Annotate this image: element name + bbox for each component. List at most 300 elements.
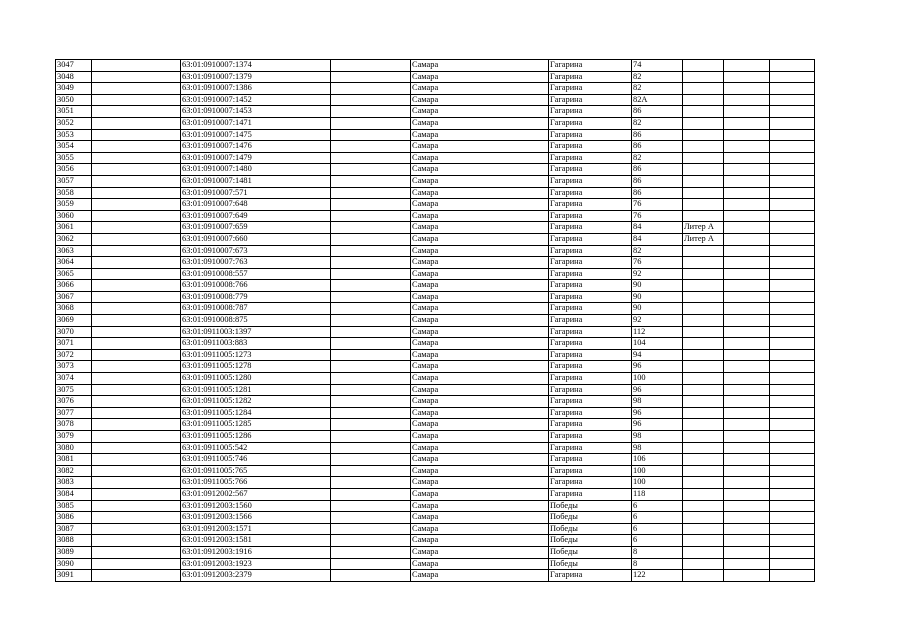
city-cell: Самара [411, 373, 549, 385]
cadastral-number-cell: 63:01:0912003:1923 [181, 558, 331, 570]
street-cell: Гагарина [549, 141, 632, 153]
table-row [56, 465, 815, 477]
table-row [56, 129, 815, 141]
empty-cell [724, 60, 770, 72]
table-body [56, 60, 815, 582]
city-cell: Самара [411, 326, 549, 338]
empty-cell [92, 268, 181, 280]
empty-cell [331, 210, 411, 222]
row-number-cell: 3059 [56, 199, 92, 211]
empty-cell [331, 396, 411, 408]
cadastral-number-cell: 63:01:0911005:1285 [181, 419, 331, 431]
street-cell: Победы [549, 546, 632, 558]
house-number-cell: 82 [632, 83, 683, 95]
empty-cell [331, 141, 411, 153]
empty-cell [724, 199, 770, 211]
empty-cell [724, 488, 770, 500]
table-row [56, 71, 815, 83]
empty-cell [331, 500, 411, 512]
table-row [56, 558, 815, 570]
cadastral-number-cell: 63:01:0912003:1581 [181, 535, 331, 547]
house-number-cell: 82 [632, 71, 683, 83]
empty-cell [724, 129, 770, 141]
cadastral-number-cell: 63:01:0912003:2379 [181, 570, 331, 582]
empty-cell [724, 210, 770, 222]
empty-cell [724, 117, 770, 129]
street-cell: Гагарина [549, 268, 632, 280]
city-cell: Самара [411, 60, 549, 72]
house-number-cell: 96 [632, 361, 683, 373]
empty-cell [770, 141, 815, 153]
empty-cell [724, 106, 770, 118]
house-number-cell: 96 [632, 419, 683, 431]
empty-cell [724, 384, 770, 396]
empty-cell [331, 303, 411, 315]
empty-cell [331, 71, 411, 83]
note-cell [683, 71, 724, 83]
table-row [56, 512, 815, 524]
street-cell: Гагарина [549, 315, 632, 327]
street-cell: Гагарина [549, 106, 632, 118]
city-cell: Самара [411, 546, 549, 558]
note-cell [683, 523, 724, 535]
row-number-cell: 3075 [56, 384, 92, 396]
empty-cell [92, 152, 181, 164]
city-cell: Самара [411, 291, 549, 303]
city-cell: Самара [411, 94, 549, 106]
cadastral-number-cell: 63:01:0911005:1282 [181, 396, 331, 408]
street-cell: Гагарина [549, 442, 632, 454]
house-number-cell: 106 [632, 454, 683, 466]
empty-cell [724, 431, 770, 443]
empty-cell [331, 361, 411, 373]
table-row [56, 210, 815, 222]
house-number-cell: 90 [632, 291, 683, 303]
empty-cell [770, 71, 815, 83]
row-number-cell: 3050 [56, 94, 92, 106]
table-row [56, 384, 815, 396]
table-row [56, 477, 815, 489]
cadastral-number-cell: 63:01:0912003:1571 [181, 523, 331, 535]
city-cell: Самара [411, 83, 549, 95]
street-cell: Гагарина [549, 291, 632, 303]
city-cell: Самара [411, 570, 549, 582]
row-number-cell: 3077 [56, 407, 92, 419]
empty-cell [92, 257, 181, 269]
cadastral-number-cell: 63:01:0910007:763 [181, 257, 331, 269]
empty-cell [724, 465, 770, 477]
table-row [56, 152, 815, 164]
empty-cell [770, 280, 815, 292]
row-number-cell: 3088 [56, 535, 92, 547]
house-number-cell: 86 [632, 187, 683, 199]
empty-cell [724, 94, 770, 106]
street-cell: Гагарина [549, 361, 632, 373]
empty-cell [92, 245, 181, 257]
cadastral-number-cell: 63:01:0911005:766 [181, 477, 331, 489]
table-row [56, 419, 815, 431]
cadastral-number-cell: 63:01:0910007:673 [181, 245, 331, 257]
city-cell: Самара [411, 117, 549, 129]
cadastral-number-cell: 63:01:0910007:1471 [181, 117, 331, 129]
row-number-cell: 3058 [56, 187, 92, 199]
empty-cell [92, 373, 181, 385]
empty-cell [724, 546, 770, 558]
house-number-cell: 82 [632, 245, 683, 257]
note-cell [683, 419, 724, 431]
house-number-cell: 98 [632, 396, 683, 408]
cadastral-number-cell: 63:01:0910007:571 [181, 187, 331, 199]
note-cell [683, 535, 724, 547]
note-cell [683, 245, 724, 257]
empty-cell [331, 442, 411, 454]
cadastral-number-cell: 63:01:0910007:1479 [181, 152, 331, 164]
empty-cell [92, 303, 181, 315]
city-cell: Самара [411, 500, 549, 512]
street-cell: Гагарина [549, 373, 632, 385]
house-number-cell: 96 [632, 384, 683, 396]
note-cell [683, 94, 724, 106]
empty-cell [770, 326, 815, 338]
empty-cell [770, 419, 815, 431]
empty-cell [770, 500, 815, 512]
note-cell [683, 129, 724, 141]
note-cell [683, 187, 724, 199]
empty-cell [724, 245, 770, 257]
empty-cell [770, 129, 815, 141]
row-number-cell: 3054 [56, 141, 92, 153]
house-number-cell: 90 [632, 280, 683, 292]
city-cell: Самара [411, 407, 549, 419]
empty-cell [92, 407, 181, 419]
empty-cell [770, 222, 815, 234]
empty-cell [92, 535, 181, 547]
house-number-cell: 98 [632, 431, 683, 443]
table-row [56, 222, 815, 234]
empty-cell [331, 384, 411, 396]
street-cell: Гагарина [549, 570, 632, 582]
empty-cell [724, 222, 770, 234]
row-number-cell: 3071 [56, 338, 92, 350]
empty-cell [92, 523, 181, 535]
cadastral-number-cell: 63:01:0910007:660 [181, 233, 331, 245]
city-cell: Самара [411, 512, 549, 524]
row-number-cell: 3047 [56, 60, 92, 72]
street-cell: Гагарина [549, 210, 632, 222]
empty-cell [770, 175, 815, 187]
note-cell [683, 175, 724, 187]
house-number-cell: 82 [632, 117, 683, 129]
empty-cell [770, 407, 815, 419]
empty-cell [770, 60, 815, 72]
street-cell: Гагарина [549, 396, 632, 408]
row-number-cell: 3076 [56, 396, 92, 408]
row-number-cell: 3068 [56, 303, 92, 315]
empty-cell [92, 164, 181, 176]
table-row [56, 546, 815, 558]
city-cell: Самара [411, 175, 549, 187]
empty-cell [770, 523, 815, 535]
table-row [56, 280, 815, 292]
empty-cell [331, 94, 411, 106]
street-cell: Гагарина [549, 465, 632, 477]
street-cell: Гагарина [549, 83, 632, 95]
street-cell: Гагарина [549, 233, 632, 245]
house-number-cell: 86 [632, 175, 683, 187]
empty-cell [331, 315, 411, 327]
empty-cell [331, 257, 411, 269]
note-cell [683, 477, 724, 489]
row-number-cell: 3063 [56, 245, 92, 257]
city-cell: Самара [411, 396, 549, 408]
empty-cell [770, 106, 815, 118]
note-cell [683, 152, 724, 164]
empty-cell [770, 454, 815, 466]
house-number-cell: 100 [632, 373, 683, 385]
empty-cell [92, 315, 181, 327]
note-cell [683, 349, 724, 361]
note-cell [683, 199, 724, 211]
empty-cell [770, 558, 815, 570]
note-cell [683, 546, 724, 558]
city-cell: Самара [411, 535, 549, 547]
empty-cell [92, 106, 181, 118]
table-row [56, 106, 815, 118]
row-number-cell: 3091 [56, 570, 92, 582]
house-number-cell: 86 [632, 141, 683, 153]
empty-cell [92, 419, 181, 431]
row-number-cell: 3085 [56, 500, 92, 512]
house-number-cell: 8 [632, 546, 683, 558]
city-cell: Самара [411, 268, 549, 280]
cadastral-number-cell: 63:01:0910007:1374 [181, 60, 331, 72]
note-cell [683, 338, 724, 350]
spreadsheet-page [55, 59, 815, 582]
note-cell [683, 106, 724, 118]
house-number-cell: 74 [632, 60, 683, 72]
note-cell: Литер А [683, 222, 724, 234]
row-number-cell: 3061 [56, 222, 92, 234]
street-cell: Гагарина [549, 384, 632, 396]
city-cell: Самара [411, 303, 549, 315]
note-cell [683, 488, 724, 500]
empty-cell [331, 419, 411, 431]
city-cell: Самара [411, 338, 549, 350]
cadastral-number-cell: 63:01:0912003:1566 [181, 512, 331, 524]
house-number-cell: 6 [632, 500, 683, 512]
empty-cell [331, 523, 411, 535]
row-number-cell: 3079 [56, 431, 92, 443]
note-cell [683, 373, 724, 385]
street-cell: Гагарина [549, 245, 632, 257]
city-cell: Самара [411, 465, 549, 477]
empty-cell [331, 222, 411, 234]
table-row [56, 164, 815, 176]
street-cell: Гагарина [549, 199, 632, 211]
table-row [56, 94, 815, 106]
note-cell [683, 384, 724, 396]
table-row [56, 373, 815, 385]
note-cell [683, 83, 724, 95]
house-number-cell: 96 [632, 407, 683, 419]
house-number-cell: 84 [632, 222, 683, 234]
empty-cell [724, 71, 770, 83]
street-cell: Гагарина [549, 338, 632, 350]
cadastral-number-cell: 63:01:0912003:1560 [181, 500, 331, 512]
table-row [56, 268, 815, 280]
row-number-cell: 3051 [56, 106, 92, 118]
house-number-cell: 8 [632, 558, 683, 570]
city-cell: Самара [411, 361, 549, 373]
house-number-cell: 82А [632, 94, 683, 106]
empty-cell [724, 419, 770, 431]
street-cell: Гагарина [549, 419, 632, 431]
cadastral-number-cell: 63:01:0910007:1386 [181, 83, 331, 95]
note-cell [683, 431, 724, 443]
note-cell [683, 60, 724, 72]
empty-cell [331, 106, 411, 118]
city-cell: Самара [411, 280, 549, 292]
house-number-cell: 100 [632, 465, 683, 477]
cadastral-number-cell: 63:01:0911005:746 [181, 454, 331, 466]
street-cell: Гагарина [549, 129, 632, 141]
house-number-cell: 122 [632, 570, 683, 582]
house-number-cell: 84 [632, 233, 683, 245]
street-cell: Гагарина [549, 187, 632, 199]
house-number-cell: 82 [632, 152, 683, 164]
table-row [56, 257, 815, 269]
house-number-cell: 6 [632, 512, 683, 524]
city-cell: Самара [411, 141, 549, 153]
city-cell: Самара [411, 210, 549, 222]
empty-cell [724, 512, 770, 524]
empty-cell [92, 431, 181, 443]
note-cell [683, 500, 724, 512]
empty-cell [724, 280, 770, 292]
empty-cell [92, 94, 181, 106]
house-number-cell: 112 [632, 326, 683, 338]
empty-cell [770, 257, 815, 269]
empty-cell [770, 199, 815, 211]
empty-cell [331, 164, 411, 176]
cadastral-number-cell: 63:01:0910007:659 [181, 222, 331, 234]
row-number-cell: 3078 [56, 419, 92, 431]
empty-cell [331, 454, 411, 466]
empty-cell [770, 268, 815, 280]
street-cell: Победы [549, 512, 632, 524]
city-cell: Самара [411, 233, 549, 245]
empty-cell [770, 349, 815, 361]
empty-cell [331, 152, 411, 164]
empty-cell [724, 338, 770, 350]
cadastral-number-cell: 63:01:0910007:1480 [181, 164, 331, 176]
city-cell: Самара [411, 164, 549, 176]
cadastral-number-cell: 63:01:0910008:557 [181, 268, 331, 280]
house-number-cell: 100 [632, 477, 683, 489]
cadastral-number-cell: 63:01:0912003:1916 [181, 546, 331, 558]
empty-cell [724, 257, 770, 269]
row-number-cell: 3072 [56, 349, 92, 361]
house-number-cell: 104 [632, 338, 683, 350]
note-cell [683, 291, 724, 303]
empty-cell [724, 187, 770, 199]
table-row [56, 396, 815, 408]
empty-cell [92, 210, 181, 222]
note-cell [683, 268, 724, 280]
street-cell: Гагарина [549, 164, 632, 176]
city-cell: Самара [411, 222, 549, 234]
empty-cell [92, 83, 181, 95]
empty-cell [92, 117, 181, 129]
table-row [56, 570, 815, 582]
empty-cell [92, 280, 181, 292]
row-number-cell: 3052 [56, 117, 92, 129]
street-cell: Гагарина [549, 152, 632, 164]
street-cell: Гагарина [549, 175, 632, 187]
row-number-cell: 3057 [56, 175, 92, 187]
row-number-cell: 3060 [56, 210, 92, 222]
cadastral-number-cell: 63:01:0911005:1286 [181, 431, 331, 443]
cadastral-number-cell: 63:01:0911003:883 [181, 338, 331, 350]
city-cell: Самара [411, 315, 549, 327]
cadastral-number-cell: 63:01:0910007:1476 [181, 141, 331, 153]
note-cell [683, 512, 724, 524]
street-cell: Победы [549, 535, 632, 547]
empty-cell [92, 396, 181, 408]
empty-cell [770, 233, 815, 245]
street-cell: Гагарина [549, 431, 632, 443]
row-number-cell: 3084 [56, 488, 92, 500]
cadastral-number-cell: 63:01:0910007:1481 [181, 175, 331, 187]
note-cell [683, 315, 724, 327]
empty-cell [770, 546, 815, 558]
house-number-cell: 90 [632, 303, 683, 315]
city-cell: Самара [411, 106, 549, 118]
empty-cell [770, 338, 815, 350]
street-cell: Гагарина [549, 326, 632, 338]
cadastral-number-cell: 63:01:0910008:875 [181, 315, 331, 327]
empty-cell [770, 570, 815, 582]
empty-cell [770, 187, 815, 199]
table-row [56, 326, 815, 338]
empty-cell [770, 303, 815, 315]
city-cell: Самара [411, 384, 549, 396]
cadastral-number-cell: 63:01:0910007:1452 [181, 94, 331, 106]
empty-cell [770, 361, 815, 373]
note-cell [683, 210, 724, 222]
note-cell [683, 361, 724, 373]
street-cell: Гагарина [549, 303, 632, 315]
empty-cell [331, 291, 411, 303]
empty-cell [92, 141, 181, 153]
empty-cell [331, 326, 411, 338]
cadastral-number-cell: 63:01:0912002:567 [181, 488, 331, 500]
empty-cell [331, 268, 411, 280]
empty-cell [92, 512, 181, 524]
note-cell: Литер А [683, 233, 724, 245]
empty-cell [331, 349, 411, 361]
empty-cell [331, 407, 411, 419]
empty-cell [92, 558, 181, 570]
empty-cell [770, 94, 815, 106]
table-row [56, 83, 815, 95]
cadastral-number-cell: 63:01:0910007:1475 [181, 129, 331, 141]
empty-cell [331, 199, 411, 211]
street-cell: Гагарина [549, 257, 632, 269]
house-number-cell: 76 [632, 210, 683, 222]
street-cell: Гагарина [549, 60, 632, 72]
street-cell: Гагарина [549, 117, 632, 129]
